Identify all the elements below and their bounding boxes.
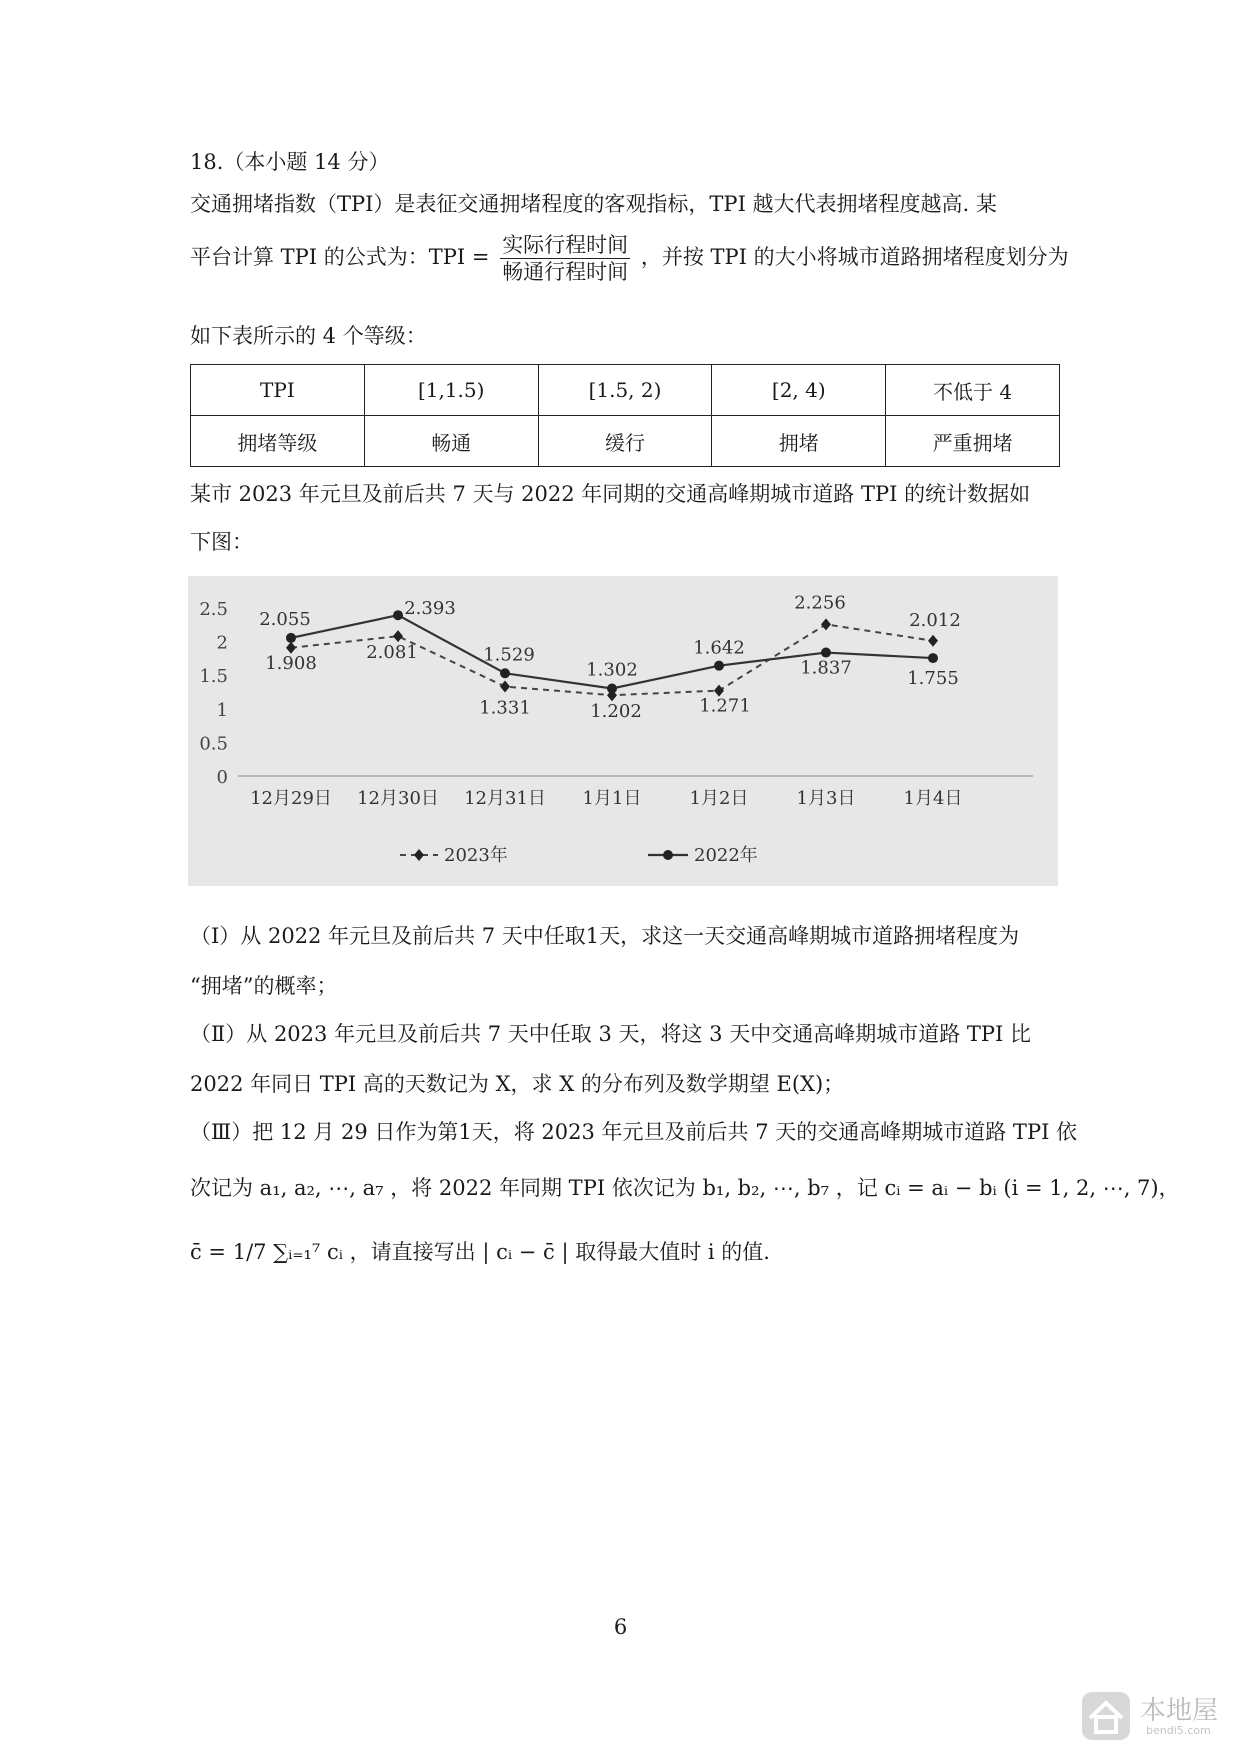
y-tick-label: 2.5 (199, 599, 228, 620)
tpi-grade-table (190, 364, 1060, 467)
table-row (191, 365, 1060, 416)
intro-line-3: 如下表所示的 4 个等级： (190, 324, 427, 348)
series-2023-point (928, 635, 938, 647)
intro-line-1: 交通拥堵指数（TPI）是表征交通拥堵程度的客观指标，TPI 越大代表拥堵程度越高. 某 (190, 192, 997, 216)
data-label-2022: 1.642 (693, 637, 745, 659)
x-tick-label: 1月4日 (903, 788, 963, 809)
series-2022-point (714, 661, 724, 671)
legend-2022-marker (663, 850, 673, 860)
data-label-2022: 1.302 (586, 659, 638, 681)
table-cell: [1.5, 2) (538, 365, 712, 416)
table-cell: 缓行 (538, 416, 712, 467)
table-row (191, 416, 1060, 467)
chart-svg (188, 576, 1058, 886)
series-2023-point (821, 618, 831, 630)
y-tick-label: 1.5 (199, 666, 228, 688)
y-tick-label: 0.5 (199, 733, 228, 755)
q3-line-2: 次记为 a₁, a₂, ⋯, a₇ ，将 2022 年同期 TPI 依次记为 b₁, b₂, ⋯, b₇ ，记 cᵢ = aᵢ − bᵢ (i = 1, 2, ⋯, 7)， (190, 1176, 1180, 1200)
data-label-2023: 1.271 (699, 695, 751, 717)
x-tick-label: 1月3日 (796, 788, 856, 809)
series-2023-point (500, 681, 510, 693)
formula-prefix: 平台计算 TPI 的公式为：TPI = (190, 245, 490, 269)
series-2022-point (500, 668, 510, 678)
tpi-fraction (500, 232, 630, 285)
series-2023-point (393, 630, 403, 642)
data-label-2022: 2.393 (404, 598, 456, 620)
legend-2023-marker (414, 849, 424, 861)
q3-line-1: （Ⅲ）把 12 月 29 日作为第1天，将 2023 年元旦及前后共 7 天的交通高峰期城市道路 TPI 依 (190, 1120, 1078, 1144)
table-cell: 拥堵 (712, 416, 886, 467)
series-2022-point (607, 684, 617, 694)
table-cell: TPI (191, 365, 365, 416)
formula-denominator: 畅通行程时间 (502, 260, 629, 284)
x-tick-label: 12月30日 (357, 788, 439, 809)
table-cell: 拥堵等级 (191, 416, 365, 467)
x-tick-label: 1月1日 (582, 788, 642, 809)
data-label-2023: 2.012 (909, 609, 961, 631)
chart-intro-line-1: 某市 2023 年元旦及前后共 7 天与 2022 年同期的交通高峰期城市道路 TPI 的统计数据如 (190, 482, 1031, 506)
data-label-2022: 1.529 (483, 644, 535, 666)
legend-2022-label: 2022年 (694, 845, 758, 866)
table-cell: [1,1.5) (364, 365, 538, 416)
formula-suffix: ，并按 TPI 的大小将城市道路拥堵程度划分为 (640, 245, 1069, 269)
series-2022-point (928, 653, 938, 663)
q3-line-3: c̄ = 1/7 ∑ᵢ₌₁⁷ cᵢ ，请直接写出 | cᵢ − c̄ | 取得最大值时 i 的值. (190, 1240, 770, 1264)
question-header: 18.（本小题 14 分） (190, 150, 390, 174)
formula-line (190, 232, 1069, 285)
q1-line-1: （Ⅰ）从 2022 年元旦及前后共 7 天中任取1天，求这一天交通高峰期城市道路拥堵程度为 (190, 924, 1020, 948)
data-label-2022: 1.755 (907, 668, 959, 690)
watermark-sub: bendi5.com (1146, 1724, 1211, 1737)
q2-line-1: （Ⅱ）从 2023 年元旦及前后共 7 天中任取 3 天，将这 3 天中交通高峰期城市道路 TPI 比 (190, 1022, 1031, 1046)
data-label-2022: 1.837 (800, 657, 852, 679)
data-label-2023: 1.908 (265, 652, 317, 674)
series-2022-point (286, 633, 296, 643)
data-label-2023: 1.331 (479, 697, 531, 719)
series-2022-point (393, 610, 403, 620)
data-label-2022: 2.055 (259, 608, 311, 630)
house-icon (1080, 1690, 1132, 1742)
x-tick-label: 1月2日 (689, 788, 749, 809)
data-label-2023: 2.081 (366, 642, 418, 664)
watermark-text: 本地屋 (1140, 1696, 1219, 1726)
table-cell: 严重拥堵 (886, 416, 1060, 467)
table-cell: 畅通 (364, 416, 538, 467)
table-cell: [2, 4) (712, 365, 886, 416)
series-2022-point (821, 648, 831, 658)
chart-intro-line-2: 下图： (190, 530, 253, 554)
legend-2023-label: 2023年 (444, 845, 508, 866)
tpi-line-chart (188, 576, 1058, 886)
q1-line-2: “拥堵”的概率； (190, 974, 338, 998)
q2-line-2: 2022 年同日 TPI 高的天数记为 X，求 X 的分布列及数学期望 E(X)； (190, 1072, 845, 1096)
y-tick-label: 1 (216, 699, 228, 721)
table-cell: 不低于 4 (886, 365, 1060, 416)
page-number: 6 (613, 1615, 628, 1639)
data-label-2023: 1.202 (590, 701, 642, 723)
x-tick-label: 12月31日 (464, 788, 546, 809)
y-tick-label: 0 (216, 767, 228, 788)
data-label-2023: 2.256 (794, 592, 846, 614)
x-tick-label: 12月29日 (250, 788, 332, 809)
y-tick-label: 2 (216, 632, 228, 654)
formula-numerator: 实际行程时间 (502, 233, 629, 257)
